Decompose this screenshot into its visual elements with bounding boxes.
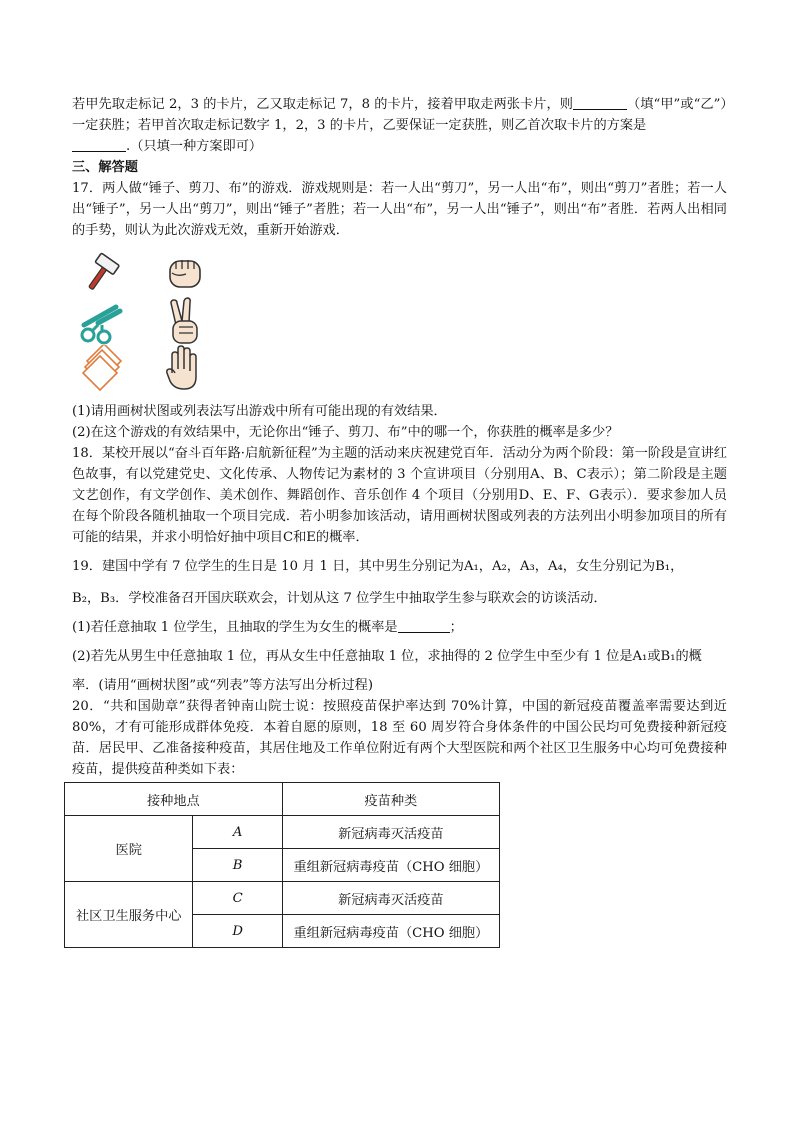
worksheet-page [72,94,727,948]
spacer [72,548,727,556]
paper-stack-icon [78,345,128,393]
q16-line1-pre: 若甲先取走标记 2，3 的卡片，乙又取走标记 7，8 的卡片，接着甲取走两张卡片，则 [72,97,573,112]
hammer-icon [80,251,124,295]
table-cell-code: A [193,816,282,849]
scissors-icon [78,299,126,347]
victory-hand-icon [164,297,204,347]
q19-line1: 19．建国中学有 7 位学生的生日是 10 月 1 日，其中男生分别记为A₁，A₂，A₃，A₄，女生分别记为B₁， [72,559,684,574]
spacer [72,667,727,675]
vaccine-table [64,782,500,948]
q17-part2: (2)在这个游戏的有效结果中，无论你出“锤子、剪刀、布”中的哪一个，你获胜的概率是多少？ [72,425,619,440]
q19-part1-pre: (1)若任意抽取 1 位学生，且抽取的学生为女生的概率是 [72,620,398,635]
answer-blank [573,95,627,110]
table-cell-vaccine: 新冠病毒灭活疫苗 [282,882,499,915]
q16-line1-post: （填“甲”或 [626,97,694,112]
q17-text: 17．两人做“锤子、剪刀、布”的游戏．游戏规则是：若一人出“剪刀”，另一人出“布”，则出“剪刀”者胜；若一人出“锤子”，另一人出“剪刀”，则出“锤子”者胜；若一人出“布”，另一人出“锤子”，则出“布”者胜．若两人出相同的手势，则认为此次游戏无效，重新开始游戏． [72,181,727,238]
answer-blank [72,137,126,152]
table-cell-code: B [193,849,282,882]
table-cell-code: C [193,882,282,915]
table-header-place: 接种地点 [65,783,283,816]
q19-part2b: 率．(请用“画树状图”或“列表”等方法写出分析过程) [72,678,374,693]
q16-line3: .（只填一种方案即可） [126,139,263,154]
q16-line2: “乙”）一定获胜；若甲首次取走标记数字 1，2，3 的卡片，乙要保证一定获胜，则乙首次取卡片的方案是 [72,97,728,133]
section-heading: 三、解答题 [72,160,138,175]
gesture-illustrations [72,245,727,395]
table-cell-place: 社区卫生服务中心 [65,882,193,948]
table-row [65,882,500,915]
q16-continuation [72,94,727,157]
spacer [72,638,727,646]
table-cell-place: 医院 [65,816,193,882]
q19-part1-post: ； [449,620,463,635]
answer-blank [398,618,450,633]
table-cell-code: D [193,915,282,948]
q19-line2: B₂，B₃．学校准备召开国庆联欢会，计划从这 7 位学生中抽取学生参与联欢会的访谈活动． [72,591,607,606]
table-cell-vaccine: 重组新冠病毒疫苗（CHO 细胞） [282,915,499,948]
spacer [72,609,727,617]
q18-text: 18．某校开展以“奋斗百年路·启航新征程”为主题的活动来庆祝建党百年．活动分为两个阶段：第一阶段是宣讲红色故事，有以党建党史、文化传承、人物传记为素材的 3 个宣讲项目（分别用A、B、C表示）；第二阶段是主题文艺创作，有文学创作、美术创作、舞蹈创作、音乐创作 4 个项目（分别用D、E、F、G表示）．要求参加人员在每个阶段各随机抽取一个项目完成．若小明参加该活动，请用画树状图或列表的方法列出小明参加项目的所有可能的结果，并求小明恰好抽中项目C和E的概率． [72,446,727,545]
table-cell-vaccine: 新冠病毒灭活疫苗 [282,816,499,849]
spacer [72,577,727,588]
q17-part1: (1)请用画树状图或列表法写出游戏中所有可能出现的有效结果． [72,404,447,419]
q19-part1 [72,617,727,638]
table-row [65,816,500,849]
table-header-row [65,783,500,816]
q19-part2a: (2)若先从男生中任意抽取 1 位，再从女生中任意抽取 1 位，求抽得的 2 位学生中至少有 1 位是A₁或B₁的概 [72,649,702,664]
open-palm-icon [164,343,206,393]
fist-icon [164,251,206,293]
table-header-type: 疫苗种类 [282,783,499,816]
q20-text: 20．“共和国勋章”获得者钟南山院士说：按照疫苗保护率达到 70%计算，中国的新冠疫苗覆盖率需要达到近 80%，才有可能形成群体免疫．本着自愿的原则，18 至 60 周岁符合身体条件的中国公民均可免费接种新冠疫苗．居民甲、乙准备接种疫苗，其居住地及工作单位附近有两个大型医院和两个社区卫生服务中心均可免费接种疫苗，提供疫苗种类如下表： [72,699,727,777]
table-cell-vaccine: 重组新冠病毒疫苗（CHO 细胞） [282,849,499,882]
